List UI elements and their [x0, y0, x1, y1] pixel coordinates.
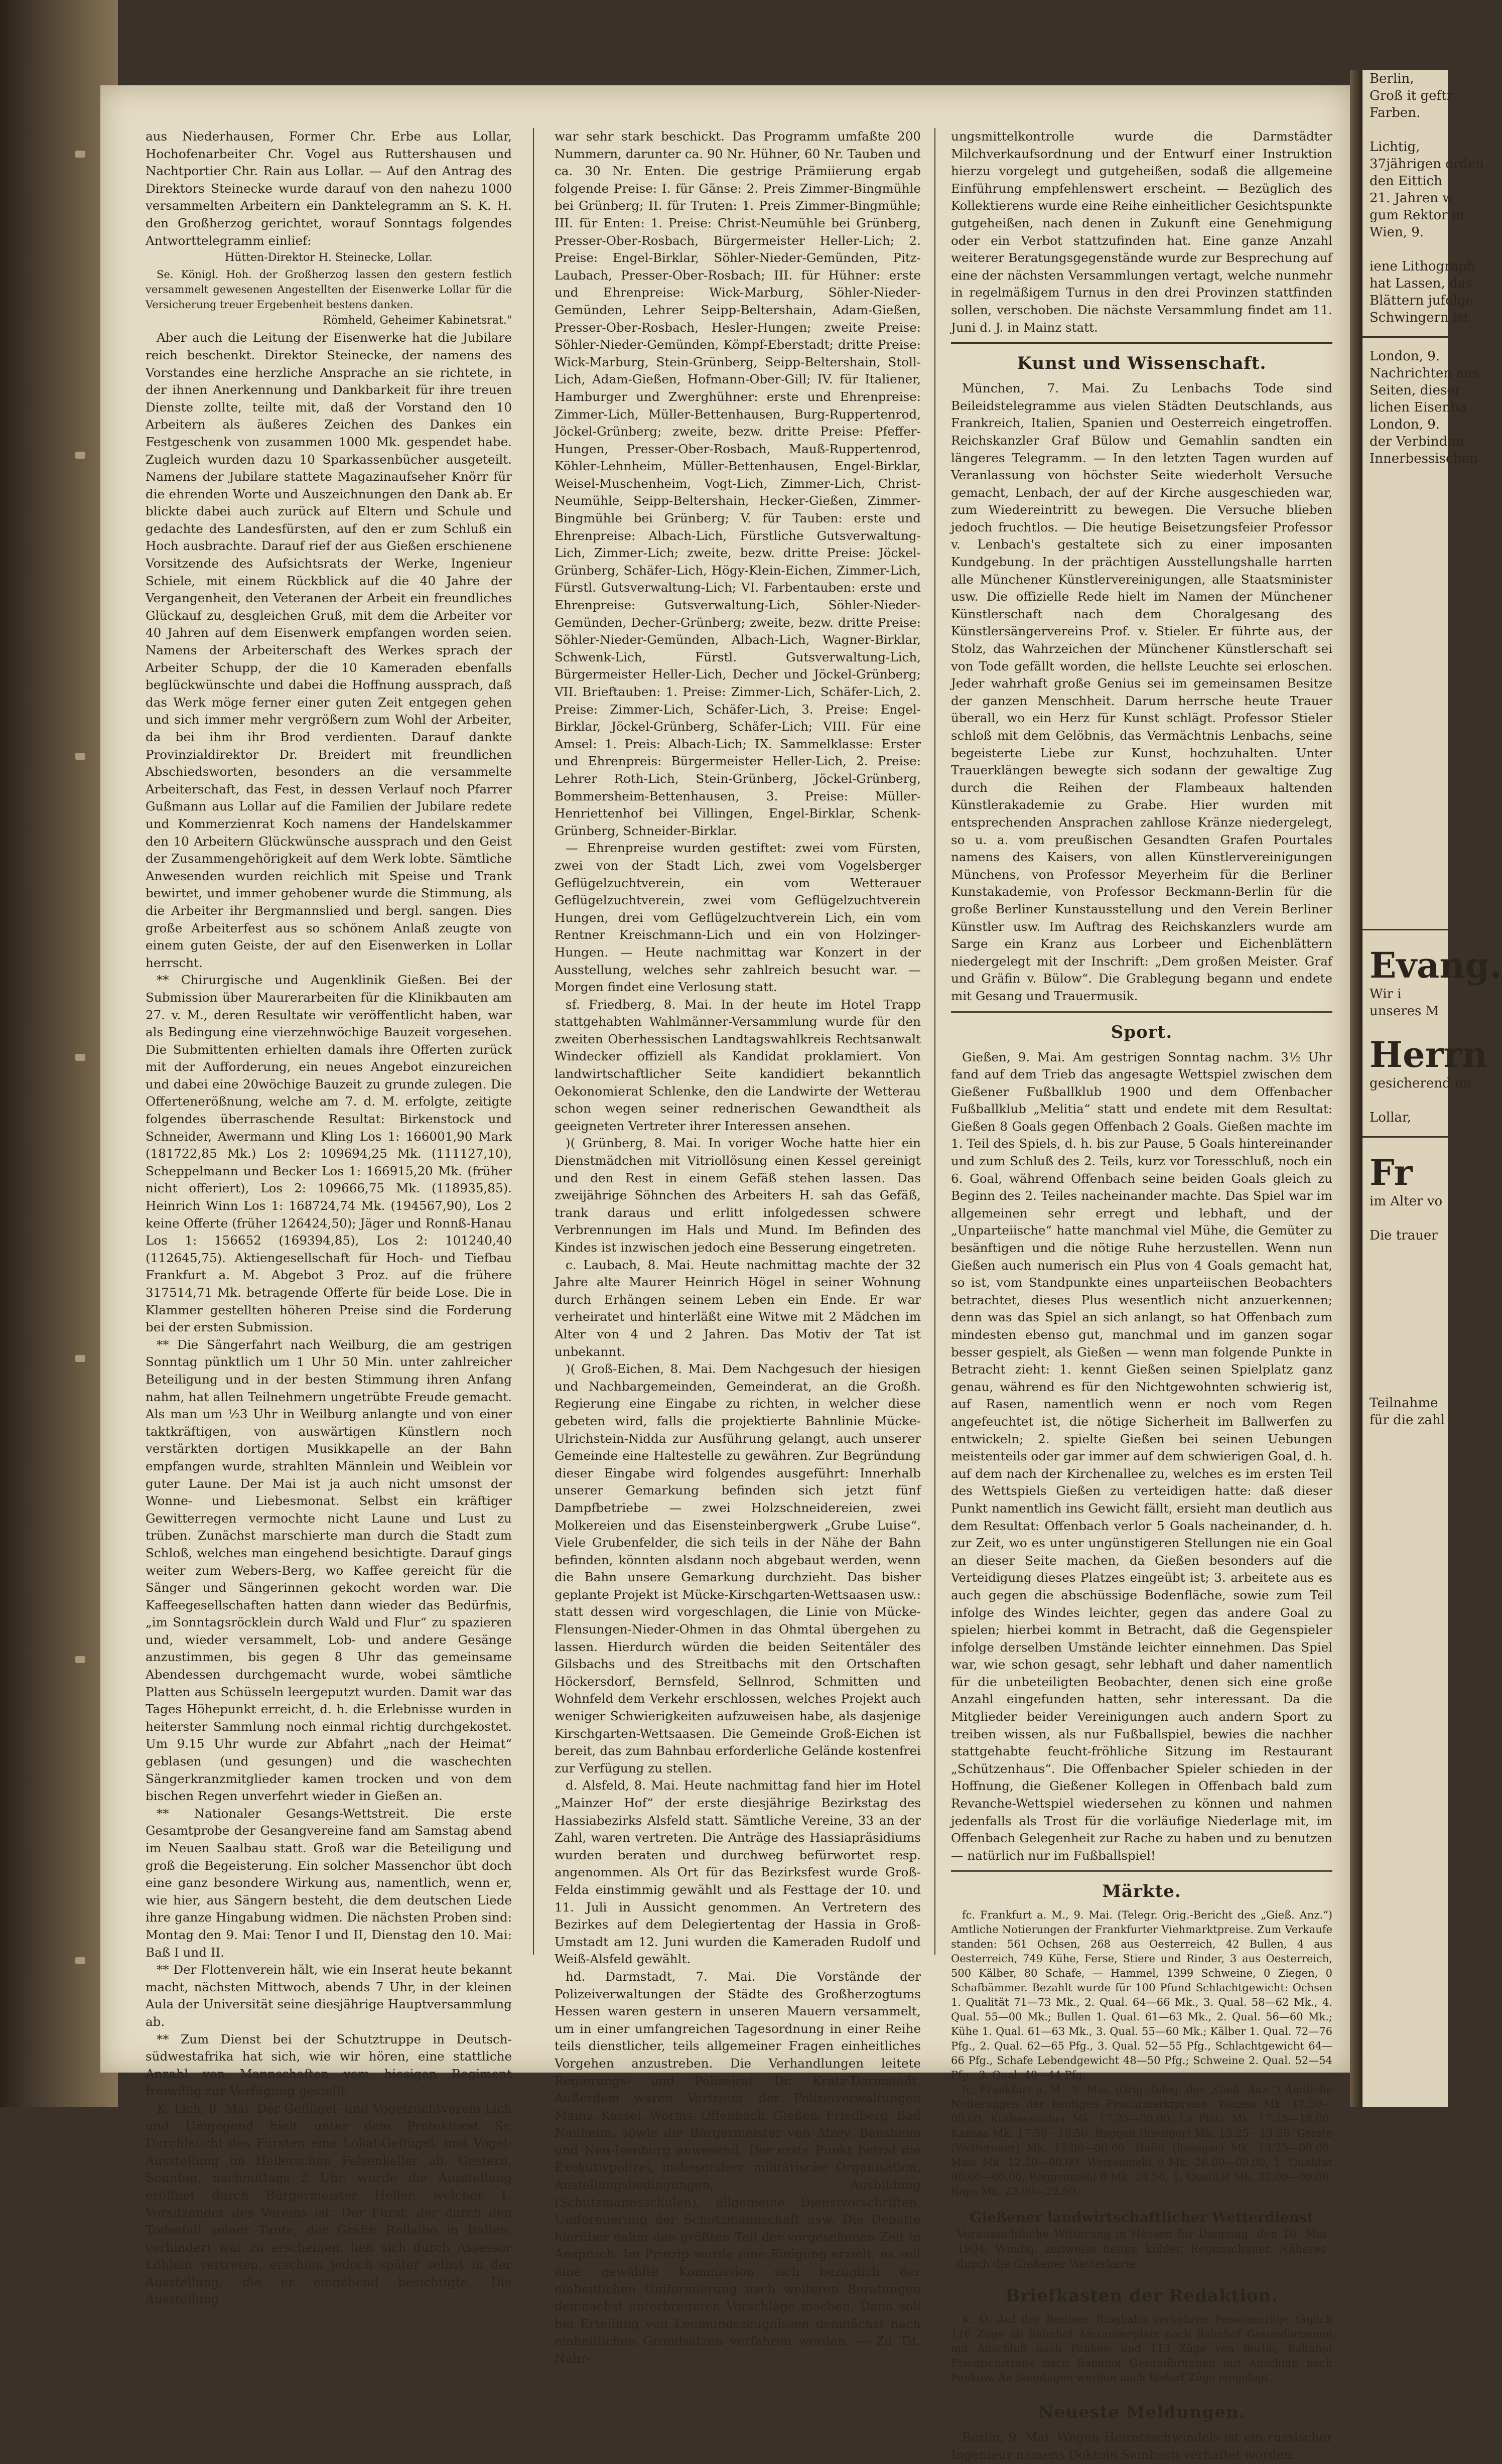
section-heading-briefkasten: Briefkasten der Redaktion. — [1005, 2286, 1278, 2306]
strip-line: 37jährigen orden — [1370, 157, 1484, 172]
article-paragraph: K. Lich, 8. Mai. Der Geflügel- und Vogelzuchtverein Lich und Umgegend hielt unter dem Protektorat Sr. Durchlaucht des Fürsten eine Lokal-Geflügel- und Vogel-Ausstellung im Hellerschen Felsenkeller ab. Gestern, Sonntag, nachmittags 2 Uhr, wurde die Ausstellung eröffnet durch Bürgermeister Heller, welcher 1. Vorsitzender des Vereins ist. Der Fürst, der durch den Todesfall seiner Tante, der Gräfin Rollalbo in Italien, verhindert war zu erscheinen, ließ sich durch Assessor Löhlein vertreten, erschien jedoch später selbst in der Ausstellung, die er eingehend besichtigte. Die Ausstellung — [146, 2101, 512, 2307]
strip-line: London, 9. — [1370, 349, 1440, 364]
article-paragraph: sf. Friedberg, 8. Mai. In der heute im Hotel Trapp stattgehabten Wahlmänner-Versammlung wurde für den zweiten Oberhessischen Landtagswahlkreis Rechtsanwalt Windecker offiziell als Kandidat proklamiert. Von landwirtschaftlicher Seite kandidiert bekanntlich Oekonomierat Schlenke, den die Landwirte der Wetterau schon wegen seiner rednerischen Gewandtheit als geeigneten Vertreter ihrer Interessen ansehen. — [555, 997, 921, 1133]
article-paragraph: Berlin, 9. Mai. Wegen Heiratsschwindels ist ein russischer Ingenieur namens Doktoin Sambosti verhaftet worden. — [951, 2430, 1332, 2462]
telegram-address: Hütten-Direktor H. Steinecke, Lollar. — [225, 251, 433, 264]
strip-line: Seiten, dieser — [1370, 383, 1461, 398]
article-paragraph: )( Groß-Eichen, 8. Mai. Dem Nachgesuch der hiesigen und Nachbargemeinden, Gemeinderat, an die Großh. Regierung eine Eingabe zu richten, in welcher diese gebeten wird, falls die projektierte Bahnlinie Mücke-Ulrichstein-Nidda zur Ausführung gelangt, auch unserer Gemeinde eine Haltestelle zu gewähren. Zur Begründung dieser Eingabe wird folgendes ausgeführt: Innerhalb unserer Gemarkung befinden sich jetzt fünf Dampfbetriebe — zwei Holzschneidereien, zwei Molkereien und das Eisensteinbergwerk „Grube Luise“. Viele Grubenfelder, die sich teils in der Nähe der Bahn befinden, könnten alsdann noch abgebaut werden, wenn die Bahn unsere Gemarkung durchzieht. Das bisher geplante Projekt ist Mücke-Kirschgarten-Wettsaasen usw.: statt dessen wird vorgeschlagen, die Linie von Mücke-Flensungen-Nieder-Ohmen in das Ohmtal übergehen zu lassen. Hierdurch würden die beiden Seitentäler des Gilsbachs und des Streitbachs mit den Ortschaften Höckersdorf, Bernsfeld, Sellnrod, Schmitten und Wohnfeld dem Verkehr erschlossen, welches Projekt auch weniger Schwierigkeiten aufzuweisen habe, als dasjenige Kirschgarten-Wettsaasen. Die Gemeinde Groß-Eichen ist bereit, das zum Bahnbau erforderliche Gelände kostenfrei zur Verfügung zu stellen. — [555, 1361, 921, 1775]
section-heading-neueste: Neueste Meldungen. — [1038, 2402, 1246, 2423]
strip-line: Wien, 9. — [1370, 225, 1424, 240]
article-paragraph: war sehr stark beschickt. Das Programm umfaßte 200 Nummern, darunter ca. 90 Nr. Hühner, 60 Nr. Tauben und ca. 30 Nr. Enten. Die gestrige Prämiierung ergab folgende Preise: I. für Gänse: 2. Preis Zimmer-Bingmühle bei Grünberg; II. für Truten: 1. Preis Zimmer-Bingmühle; III. für Enten: 1. Preise: Christ-Neumühle bei Grünberg, Presser-Ober-Rosbach, Bürgermeister Heller-Lich; 2. Preise: Engel-Birklar, Söhler-Nieder-Gemünden, Pitz-Laubach, Presser-Ober-Rosbach; III. für Hühner: erste und Ehrenpreise: Wick-Marburg, Söhler-Nieder-Gemünden, Lehrer Seipp-Beltershain, Adam-Gießen, Presser-Ober-Rosbach, Hesler-Hungen; zweite Preise: Söhler-Nieder-Gemünden, Kömpf-Eberstadt; dritte Preise: Wick-Marburg, Stein-Grünberg, Seipp-Beltershain, Stoll-Lich, Adam-Gießen, Hofmann-Ober-Gill; IV. für Italiener, Hamburger und Zwerghühner: erste und Ehrenpreise: Zimmer-Lich, Müller-Bettenhausen, Burg-Ruppertenrod, Jöckel-Grünberg; zweite, bezw. dritte Preise: Pfeffer-Hungen, Presser-Ober-Rosbach, Mauß-Ruppertenrod, Köhler-Lehnheim, Müller-Bettenhausen, Engel-Birklar, Weisel-Muschenheim, Vogt-Lich, Zimmer-Lich, Christ-Neumühle, Seipp-Beltershain, Hecker-Gießen, Zimmer-Bingmühle bei Grünberg; V. für Tauben: erste und Ehrenpreise: Albach-Lich, Fürstliche Gutsverwaltung-Lich, Zimmer-Lich; zweite, bezw. dritte Preise: Jöckel-Grünberg, Schäfer-Lich, Högy-Klein-Eichen, Zimmer-Lich, Fürstl. Gutsverwaltung-Lich; VI. Farbentauben: erste und Ehrenpreise: Gutsverwaltung-Lich, Söhler-Nieder-Gemünden, Decher-Grünberg; zweite, bezw. dritte Preise: Söhler-Nieder-Gemünden, Albach-Lich, Wagner-Birklar, Schwenk-Lich, Fürstl. Gutsverwaltung-Lich, Bürgermeister Heller-Lich, Decher und Jöckel-Grünberg; VII. Brieftauben: 1. Preise: Zimmer-Lich, Schäfer-Lich, 2. Preise: Zimmer-Lich, Schäfer-Lich, 3. Preise: Engel-Birklar, Jöckel-Grünberg, Schäfer-Lich; VIII. Für eine Amsel: 1. Preis: Albach-Lich; IX. Sammelklasse: Erster und Ehrenpreis: Bürgermeister Heller-Lich, 2. Preise: Lehrer Roth-Lich, Stein-Grünberg, Jöckel-Grünberg, Bommersheim-Bettenhausen, 3. Preise: Müller-Henriettenhof bei Villingen, Engel-Birklar, Schenk-Grünberg, Schneider-Birklar. — [555, 129, 921, 838]
strip-rule — [1362, 336, 1448, 338]
strip-line: Innerbessischen — [1370, 451, 1478, 466]
strip-line: Lichtig, — [1370, 140, 1420, 155]
section-rule — [951, 2391, 1332, 2393]
article-paragraph: K. O. Auf der Berliner Ringbahn verkehren Personenzüge täglich 110 Züge ab Bahnhof Alexanderplatz nach Bahnhof Gesundbrunnen mit Anschluß nach Pankow und 113 Züge von Berlin, Bahnhof Friedrichstraße nach Bahnhof Gesundbrunnen mit Anschluß nach Pankow. An Sonntagen werden nach Bedarf Züge eingelegt. — [951, 2313, 1332, 2384]
strip-line: den Eittich — [1370, 174, 1442, 189]
strip-heading: Evang. — [1370, 944, 1502, 986]
strip-line: der Verbindun — [1370, 434, 1464, 449]
strip-line: Farben. — [1370, 105, 1421, 120]
article-paragraph: ** Die Sängerfahrt nach Weilburg, die am gestrigen Sonntag pünktlich um 1 Uhr 50 Min. unter zahlreicher Beteiligung und in der besten Stimmung ihren Anfang nahm, hat allen Teilnehmern ungetrübte Freude gemacht. Als man um ½3 Uhr in Weilburg anlangte und von einer taktkräftigen, von auswärtigen Künstlern noch verstärkten dortigen Musikkapelle an der Bahn empfangen wurde, strahlten Männlein und Weiblein vor guter Laune. Der Mai ist ja auch nicht umsonst der Wonne- und Liebesmonat. Selbst ein kräftiger Gewitterregen vermochte nicht Laune und Lust zu trüben. Zunächst marschierte man durch die Stadt zum Schloß, welches man eingehend besichtigte. Darauf gings weiter zum Webers-Berg, wo Kaffee gereicht für die Sänger und Sängerinnen gekocht worden war. Die Kaffeegesellschaften hatten dann wieder das Bedürfnis, „im Sonntagsröcklein durch Wald und Flur“ zu spazieren und, wieder versammelt, Lob- und andere Gesänge anzustimmen, bis gegen 8 Uhr das gemeinsame Abendessen durchgemacht wurde, wobei sämtliche Platten aus Schüsseln leergeputzt wurden. Damit war das Tages Höhepunkt erreicht, d. h. die Erlebnisse wurden in heiterster Sammlung noch einmal richtig durchgekostet. Um 9.15 Uhr wurde zur Abfahrt „nach der Heimat“ geblasen (und gesungen) und die waschechten Sängerkranzmitglieder kamen trocken und von dem bischen Regen unverfehrt wieder in Gießen an. — [146, 1337, 512, 1804]
strip-line: lichen Eisenba — [1370, 400, 1467, 415]
strip-line: im Alter vo — [1370, 1194, 1443, 1209]
article-paragraph: d. Alsfeld, 8. Mai. Heute nachmittag fand hier im Hotel „Mainzer Hof“ der erste diesjährige Bezirkstag des Hassiabezirks Alsfeld statt. Sämtliche Vereine, 33 an der Zahl, waren vertreten. Die Anträge des Hassiapräsidiums wurden beraten und durchweg befürwortet resp. angenommen. Als Ort für das Bezirksfest wurde Groß-Felda einstimmig gewählt und als Festtage der 10. und 11. Juli in Aussicht genommen. An Vertretern des Bezirkes auf dem Delegiertentag der Hassia in Groß-Umstadt am 12. Juni wurden die Kameraden Rudolf und Weiß-Alsfeld gewählt. — [555, 1778, 921, 1967]
market-report: fc. Frankfurt a. M., 9. Mai. (Orig.-Teleg. des „Gieß. Anz.“) Amtliche Notierungen der heutigen Fruchtmarktpreise. Weizen Mk. 17.50—00.00, Kurhessischer Mk. 17.25—00.00, La Plata Mk. 17.25—18.00, Kansas Mk. 17.50—18.50, Roggen (hiesiger) Mk. 13.25—13.50, Gerste (Wetterauer) Mk. 15.00—00.00, Hafer (hiesiger) Mk. 13.25—00.00, Mais Mk. 12.50—00.00, Weizenmehl 0 Mk. 26.00—00.00, 1. Qualität 00.00—00.00, Roggenmehl 0 Mk. 24.50, 1. Qualität Mk. 22.00—00.00, Raps Mk. 22.00—22.50. — [951, 2084, 1332, 2198]
strip-spacer — [1362, 467, 1448, 919]
strip-line: London, 9. — [1370, 417, 1440, 432]
strip-line: Lollar, — [1370, 1110, 1411, 1125]
strip-line — [1370, 121, 1448, 139]
article-paragraph: ungsmittelkontrolle wurde die Darmstädter Milchverkaufsordnung und der Entwurf einer Instruktion hierzu vorgelegt und gutgeheißen, sodaß die allgemeine Einführung empfehlenswert erscheint. — Bezüglich des Kollektierens wurde eine Reihe einheitlicher Gesichtspunkte gutgeheißen, nach denen in Zukunft eine Genehmigung oder ein Verbot stattzufinden hat. Eine ganze Anzahl weiterer Beratungsgegenstände wurde zur Besprechung auf eine der nächsten Versammlungen vertagt, welche nunmehr in regelmäßigem Turnus in den drei Provinzen stattfinden sollen, verschoben. Die nächste Versammlung findet am 11. Juni d. J. in Mainz statt. — [951, 129, 1332, 335]
strip-line: hat Lassen, das — [1370, 276, 1472, 291]
column-divider — [934, 128, 935, 1955]
strip-line — [1370, 1092, 1448, 1109]
column-1 — [146, 128, 512, 2307]
strip-line: Berlin, — [1370, 71, 1414, 86]
column-3 — [951, 128, 1332, 2462]
strip-line: Groß it geftr — [1370, 88, 1453, 103]
section-rule — [951, 1870, 1332, 1872]
weather-text: Voraussichtliche Witterung in Hessen für Dienstag, den 10. Mai 1904: Windig, zeitweise heiter, kühler, Regenschauer. Näheres durch die Gießener Wetterkarte. — [957, 2228, 1326, 2271]
article-paragraph: Gießen, 9. Mai. Am gestrigen Sonntag nachm. 3½ Uhr fand auf dem Trieb das angesagte Wettspiel zwischen dem Gießener Fußballklub 1900 und dem Offenbacher Fußballklub „Melitia“ statt und endete mit dem Resultat: Gießen 8 Goals gegen Offenbach 2 Goals. Gießen machte im 1. Teil des Spiels, d. h. bis zur Pause, 5 Goals hintereinander und zum Schluß des 2. Teils, kurz vor Toresschluß, noch ein 6. Goal, während Offenbach seine beiden Goals gleich zu Beginn des 2. Teiles nacheinander machte. Das Spiel war im allgemeinen sehr erregt und lebhaft, und der „Unparteiische“ hatte manchmal viel Mühe, die Gemüter zu besänftigen und die nötige Ruhe herzustellen. Wenn nun Gießen auch numerisch ein Plus von 4 Goals gemacht hat, so ist, vom Standpunkte eines unparteiischen Beobachters betrachtet, dieses Plus wesentlich nicht anzuerkennen; denn was das Spiel an sich anlangt, so hat Offenbach zum mindesten ebenso gut, manchmal und im ganzen sogar besser gespielt, als Gießen — wenn man folgende Punkte in Betracht zieht: 1. kennt Gießen seinen Spielplatz ganz genau, während es für den Nichtgewohnten schwierig ist, auf Rasen, namentlich wenn er noch vom Regen angefeuchtet ist, die nötige Sicherheit im Ballwerfen zu entwickeln; 2. spielte Gießen bei seinen Uebungen meistenteils oder gar immer auf dem schwierigen Goal, d. h. auf dem nach der Kirchenallee zu, welches es im ersten Teil des Wettspiels Gießen zu verteidigen hatte: daß dieser Punkt namentlich ins Gewicht fällt, ersieht man deutlich aus dem Resultat: Offenbach verlor 5 Goals nacheinander, d. h. zur Zeit, wo es unter ungünstigeren Stellungen nie ein Goal an dieser Seite machen, da Gießen besonders auf die Verteidigung dieses Platzes eingeübt ist; 3. arbeitete aus es auch gegen die abschüssige Bodenfläche, sowie zum Teil infolge des Windes leichter, gegen das andere Goal zu spielen; hierbei kommt in Betracht, daß die Gegenspieler infolge derselben Umstände leichter einnehmen. Das Spiel war, wie schon gesagt, sehr lebhaft und daher namentlich für die unbeteiligten Beobachter, denen sich eine große Anzahl eingefunden hatten, sehr interessant. Da die Mitglieder beider Vereinigungen auch andern Sport zu treiben wissen, als nur Fußballspiel, bewies die nachher stattgehabte feucht-fröhliche Sitzung im Restaurant „Schützenhaus“. Die Offenbacher Spieler schieden in der Hoffnung, die Gießener Kollegen in Offenbach bald zum Revanche-Wettspiel wiedersehen zu können und nahmen jedenfalls als Trost für die vorläufige Niederlage mit, im Offenbach Gelegenheit zur Rache zu haben und zu benutzen — natürlich nur im Fußballspiel! — [951, 1049, 1332, 1863]
article-paragraph: ** Nationaler Gesangs-Wettstreit. Die erste Gesamtprobe der Gesangvereine fand am Samstag abend im Neuen Saalbau statt. Groß war die Beteiligung und groß die Begeisterung. Ein solcher Massenchor übt doch eine ganz besondere Wirkung aus, namentlich, wenn er, wie hier, aus Sängern besteht, die dem deutschen Liede ihre ganze Hingabung widmen. Die nächsten Proben sind: Montag den 9. Mai: Tenor I und II, Dienstag den 10. Mai: Baß I und II. — [146, 1806, 512, 1960]
weather-heading: Gießener landwirtschaftlicher Wetterdienst — [970, 2209, 1314, 2226]
strip-line — [1370, 241, 1448, 258]
section-heading-kunst: Kunst und Wissenschaft. — [1017, 353, 1267, 374]
strip-rule — [1362, 929, 1448, 930]
strip-rule — [1362, 1136, 1448, 1138]
strip-heading: Herrn — [1370, 1034, 1488, 1075]
column-2 — [555, 128, 921, 2366]
section-heading-maerkte: Märkte. — [1102, 1881, 1181, 1902]
article-paragraph: aus Niederhausen, Former Chr. Erbe aus Lollar, Hochofenarbeiter Chr. Vogel aus Ruttershausen und Nachtportier Chr. Rain aus Lollar. — Auf den Antrag des Direktors Steinecke wurde darauf von den nahezu 1000 versammelten Arbeitern ein Danktelegramm an S. K. H. den Großherzog gerichtet, worauf Sonntags folgendes Antworttelegramm einlief: — [146, 129, 512, 248]
strip-line: gum Rektor in — [1370, 208, 1464, 223]
strip-line: Die trauer — [1370, 1228, 1438, 1243]
weather-box — [951, 2204, 1332, 2276]
strip-spacer — [1362, 1244, 1448, 1395]
article-paragraph: ** Chirurgische und Augenklinik Gießen. Bei der Submission über Maurerarbeiten für die Klinikbauten am 27. v. M., deren Resultate wir veröffentlicht haben, war als Bedingung eine vierzehnwöchige Bauzeit vorgesehen. Die Submittenten erhielten damals ihre Offerten zurück mit der Aufforderung, ein neues Angebot einzureichen und dabei eine 20wöchige Bauzeit zu grunde zulegen. Die Offertenerößnung, welche am 7. d. M. erfolgte, zeitigte folgendes überraschende Resultat: Birkenstock und Schneider, Awermann und Kling Los 1: 166001,90 Mark (181722,85 Mk.) Los 2: 109694,25 Mk. (111127,10), Scheppelmann und Becker Los 1: 166915,20 Mk. (früher nicht offeriert), Los 2: 109666,75 Mk. (118935,85). Heinrich Winn Los 1: 168724,74 Mk. (194567,90), Los 2 keine Offerte (früher 126424,50); Jäger und Ronnß-Hanau Los 1: 156652 (169394,85), Los 2: 101240,40 (112645,75). Aktiengesellschaft für Hoch- und Tiefbau Frankfurt a. M. Abgebot 3 Proz. auf die frühere 317514,71 Mk. betragende Offerte für beide Lose. Die in Klammer gestellten höheren Preise sind die Forderung bei der ersten Submission. — [146, 973, 512, 1335]
article-paragraph: c. Laubach, 8. Mai. Heute nachmittag machte der 32 Jahre alte Maurer Heinrich Högel in seiner Wohnung durch Erhängen seinem Leben ein Ende. Er war verheiratet und hinterläßt eine Witwe mit 2 Mädchen im Alter von 4 und 2 Jahren. Das Motiv der Tat ist unbekannt. — [555, 1257, 921, 1359]
article-paragraph: ** Der Flottenverein hält, wie ein Inserat heute bekannt macht, nächsten Mittwoch, abends 7 Uhr, in der kleinen Aula der Universität seine diesjährige Hauptversammlung ab. — [146, 1962, 512, 2029]
telegram-text: Se. Königl. Hoh. der Großherzog lassen den gestern festlich versammelt gewesenen Angestellten der Eisenwerke Lollar für die Versicherung treuer Ergebenheit bestens danken. — [146, 268, 512, 311]
strip-line — [1370, 1210, 1448, 1227]
adjacent-page-strip — [1362, 70, 1502, 2107]
article-paragraph: — Ehrenpreise wurden gestiftet: zwei vom Fürsten, zwei von der Stadt Lich, zwei vom Vogelsberger Geflügelzuchtverein, ein vom Wetterauer Geflügelzuchtverein, zwei vom Geflügelzuchtverein Hungen, drei vom Geflügelzuchtverein Lich, ein vom Rentner Kreischmann-Lich und ein von Holzinger-Hungen. — Heute nachmittag war Konzert in der Ausstellung, welches sehr zahlreich besucht war. — Morgen findet eine Verlosung statt. — [555, 841, 921, 995]
telegram-signature: Römheld, Geheimer Kabinetsrat." — [323, 314, 512, 327]
strip-lines — [1362, 70, 1484, 326]
strip-line: gesicherend im — [1370, 1076, 1471, 1091]
market-report: fc. Frankfurt a. M., 9. Mai. (Telegr. Orig.-Bericht des „Gieß. Anz.“) Amtliche Notierungen der Frankfurter Viehmarktpreise. Zum Verkaufe standen: 561 Ochsen, 268 aus Oesterreich, 42 Bullen, 4 aus Oesterreich, 749 Kühe, Ferse, Stiere und Rinder, 3 aus Oesterreich, 500 Kälber, 80 Schafe, — Hammel, 1399 Schweine, 0 Ziegen, 0 Schafbämmer. Bezahlt wurde für 100 Pfund Schlachtgewicht: Ochsen 1. Qualität 71—73 Mk., 2. Qual. 64—66 Mk., 3. Qual. 58—62 Mk., 4. Qual. 55—00 Mk.; Bullen 1. Qual. 61—63 Mk., 2. Qual. 56—60 Mk.; Kühe 1. Qual. 61—63 Mk., 3. Qual. 55—60 Mk.; Kälber 1. Qual. 72—76 Pfg., 2. Qual. 62—65 Pfg., 3. Qual. 52—55 Pfg., Schlachtgewicht 64—66 Pfg., Schafe Lebendgewicht 48—50 Pfg.; Schweine 2. Qual. 52—54 Pfg., 3. Qual. 40—44 Pfg. — [951, 1909, 1332, 2082]
strip-line: Blättern jufolge — [1370, 293, 1474, 308]
strip-heading: Fr — [1370, 1152, 1413, 1193]
strip-line: für die zahl — [1370, 1413, 1445, 1428]
section-rule — [951, 342, 1332, 344]
article-paragraph: Aber auch die Leitung der Eisenwerke hat die Jubilare reich beschenkt. Direktor Steinecke, der namens des Vorstandes eine herzliche Ansprache an sie richtete, in der ihnen Anerkennung und Dankbarkeit für ihre treuen Dienste zollte, teilte mit, daß der Vorstand den 10 Arbeitern als äußeres Zeichen des Dankes ein Festgeschenk von zusammen 1000 Mk. gespendet habe. Zugleich wurden dazu 10 Sparkassenbücher ausgeteilt. Namens der Jubilare stattete Magazinaufseher Knörr für die ehrenden Worte und Auszeichnungen den Dank ab. Er blickte dabei auch zurück auf Eltern und Schule und gedachte des Landesfürsten, auf den er zum Schluß ein Hoch ausbrachte. Darauf rief der aus Gießen erschienene Vorsitzende des Aufsichtsrats der Werke, Ingenieur Schiele, mit einem Rückblick auf die 40 Jahre der Vergangenheit, den Veteranen der Arbeit ein freundliches Glückauf zu, desgleichen Gruß, mit dem die Arbeiter vor 40 Jahren auf dem Eisenwerk empfangen worden seien. Namens der Arbeiterschaft des Werkes sprach der Arbeiter Schupp, der die 10 Kameraden ebenfalls beglückwünschte und dabei die Hoffnung aussprach, daß das Werk möge ferner einer guten Zeit entgegen gehen und sich immer mehr vergrößern zum Wohl der Arbeiter, da bei ihm ihr Brod verdienten. Darauf dankte Provinzialdirektor Dr. Breidert mit freundlichen Abschiedsworten, besonders an die versammelte Arbeiterschaft, das Fest, in dessen Verlauf noch Pfarrer Gußmann aus Lollar auf die Familien der Jubilare redete und Kommerzienrat Koch namens der Handelskammer den 10 Arbeitern Glückwünsche aussprach und den Geist der Zusammengehörigkeit auf dem Werk lobte. Sämtliche Anwesenden wurden reichlich mit Speise und Trank bewirtet, und immer gehobener wurde die Stimmung, als die Arbeiter ihr Bergmannslied und bergl. sangen. Dies große Arbeiterfest aus so schönem Anlaß zeugte von einem guten Geiste, der auf den Eisenwerken in Lollar herrscht. — [146, 330, 512, 970]
strip-line: Wir i — [1370, 987, 1402, 1002]
strip-line: Nachrichten aus — [1370, 366, 1479, 381]
strip-line: Teilnahme — [1370, 1396, 1438, 1411]
section-heading-sport: Sport. — [1111, 1022, 1173, 1042]
column-divider — [533, 128, 534, 1955]
strip-line: unseres M — [1370, 1004, 1439, 1019]
strip-line: Schwingern ist — [1370, 310, 1469, 325]
article-paragraph: hd. Darmstadt, 7. Mai. Die Vorstände der Polizeiverwaltungen der Städte des Großherzogtums Hessen waren gestern in unseren Mauern versammelt, um in einer umfangreichen Tagesordnung in einer Reihe teils dienstlicher, teils allgemeiner Fragen einheitliches Vorgehen anzustreben. Die Verhandlungen leitete Regierungs- und Polizeirat Dr. Kratz-Darmstadt. Außerdem waren Vertreter der Polizeiverwaltungen Mainz, Kassel, Worms, Offenbach, Gießen, Friedberg, Bad Nauheim, sowie die Bürgermeister von Alzey, Bensheim und Neu-Isenburg anwesend. Der erste Punkt betraf die Exekutivpolizei, insbesondere militärische Organisation, Anstellungsbedingungen, Ausbildung (Schutzmannsschulen), allgemeine Dienstvorschriften, Uniformierung der Schutzmannschaft usw. Die Debatte hierüber nahm den größten Teil der vorgesehenen Zeit in Anspruch. Im Prinzip wurde eine Einigung erzielt; es soll eine gewählte Kommission sich bezüglich der einheitlichen Uniformierung nach weiteren Beratungen demnächst unterbreiteten Vorschläge machen. Dann soll bei Erteilung von Leumundszeugnissen demnächst nach einheitlichen Grundsätzen verfahren werden. — Zu Tit. Nahr- — [555, 1969, 921, 2366]
article-paragraph: )( Grünberg, 8. Mai. In voriger Woche hatte hier ein Dienstmädchen mit Vitriollösung einen Kessel gereinigt und den Rest in einem Gefäß stehen lassen. Das zweijährige Söhnchen des Arbeiters H. sah das Gefäß, trank daraus und erlitt infolgedessen schwere Verbrennungen im Hals und Mund. Im Befinden des Kindes ist inzwischen jedoch eine Besserung eingetreten. — [555, 1136, 921, 1255]
strip-line: iene Lithograph — [1370, 259, 1475, 274]
article-paragraph: ** Zum Dienst bei der Schutztruppe in Deutsch-südwestafrika hat sich, wie wir hören, eine stattliche Anzahl von Mannschaften vom hiesigen Regiment freiwillig zur Verfügung gestellt. — [146, 2031, 512, 2099]
section-rule — [951, 1011, 1332, 1013]
strip-lines-2 — [1362, 348, 1479, 467]
strip-line: 21. Jahren w — [1370, 191, 1454, 206]
page-gutter — [1350, 70, 1362, 2107]
article-paragraph: München, 7. Mai. Zu Lenbachs Tode sind Beileidstelegramme aus vielen Städten Deutschlands, aus Frankreich, Italien, Spanien und Oesterreich eingetroffen. Reichskanzler Graf Bülow und Gemahlin sandten ein längeres Telegramm. — In den letzten Tagen wurden auf Veranlassung von höchster Seite wiederholt Versuche gemacht, Lenbach, der auf der Kirche ausgeschieden war, zum Wiedereintritt zu bewegen. Die Versuche blieben jedoch fruchtlos. — Die heutige Beisetzungsfeier Professor v. Lenbach's gestaltete sich zu einer imposanten Kundgebung. In der prächtigen Ausstellungshalle harrten alle Münchener Künstlervereinigungen, alle Staatsminister usw. Die offizielle Rede hielt im Namen der Münchener Künstlerschaft nach dem Choralgesang des Künstlersängervereins Prof. v. Stieler. Er führte aus, der Stolz, das Wahrzeichen der Münchener Künstlerschaft sei von Tode gefällt worden, die hellste Leuchte sei erloschen. Jeder wahrhaft große Genius sei im gemeinsamen Besitze der ganzen Menschheit. Darum herrsche heute Trauer überall, wo ein Herz für Kunst schlägt. Professor Stieler schloß mit dem Gelöbnis, das Vermächtnis Lenbachs, seine begeisterte Liebe zur Kunst, hochzuhalten. Unter Trauerklängen bewegte sich sodann der gewaltige Zug durch die Reihen der Flambeaux haltenden Künstlerakademie zu Grabe. Hier wurden mit entsprechenden Ansprachen zahllose Kränze niedergelegt, so u. a. vom preußischen Gesandten Grafen Pourtales namens des Kaisers, von allen Künstlervereinigungen Münchens, von Professor Meyerheim für die Berliner Kunstakademie, von Professor Beckmann-Berlin für die große Berliner Kunstausstellung und den Verein Berliner Künstler usw. Im Auftrag des Reichskanzlers wurde am Sarge ein Kranz aus Lorbeer und Eichenblättern niedergelegt mit der Inschrift: „Dem großen Meister. Graf und Gräfin v. Bülow“. Die Grablegung begann und endete mit Gesang und Trauermusik. — [951, 381, 1332, 1003]
